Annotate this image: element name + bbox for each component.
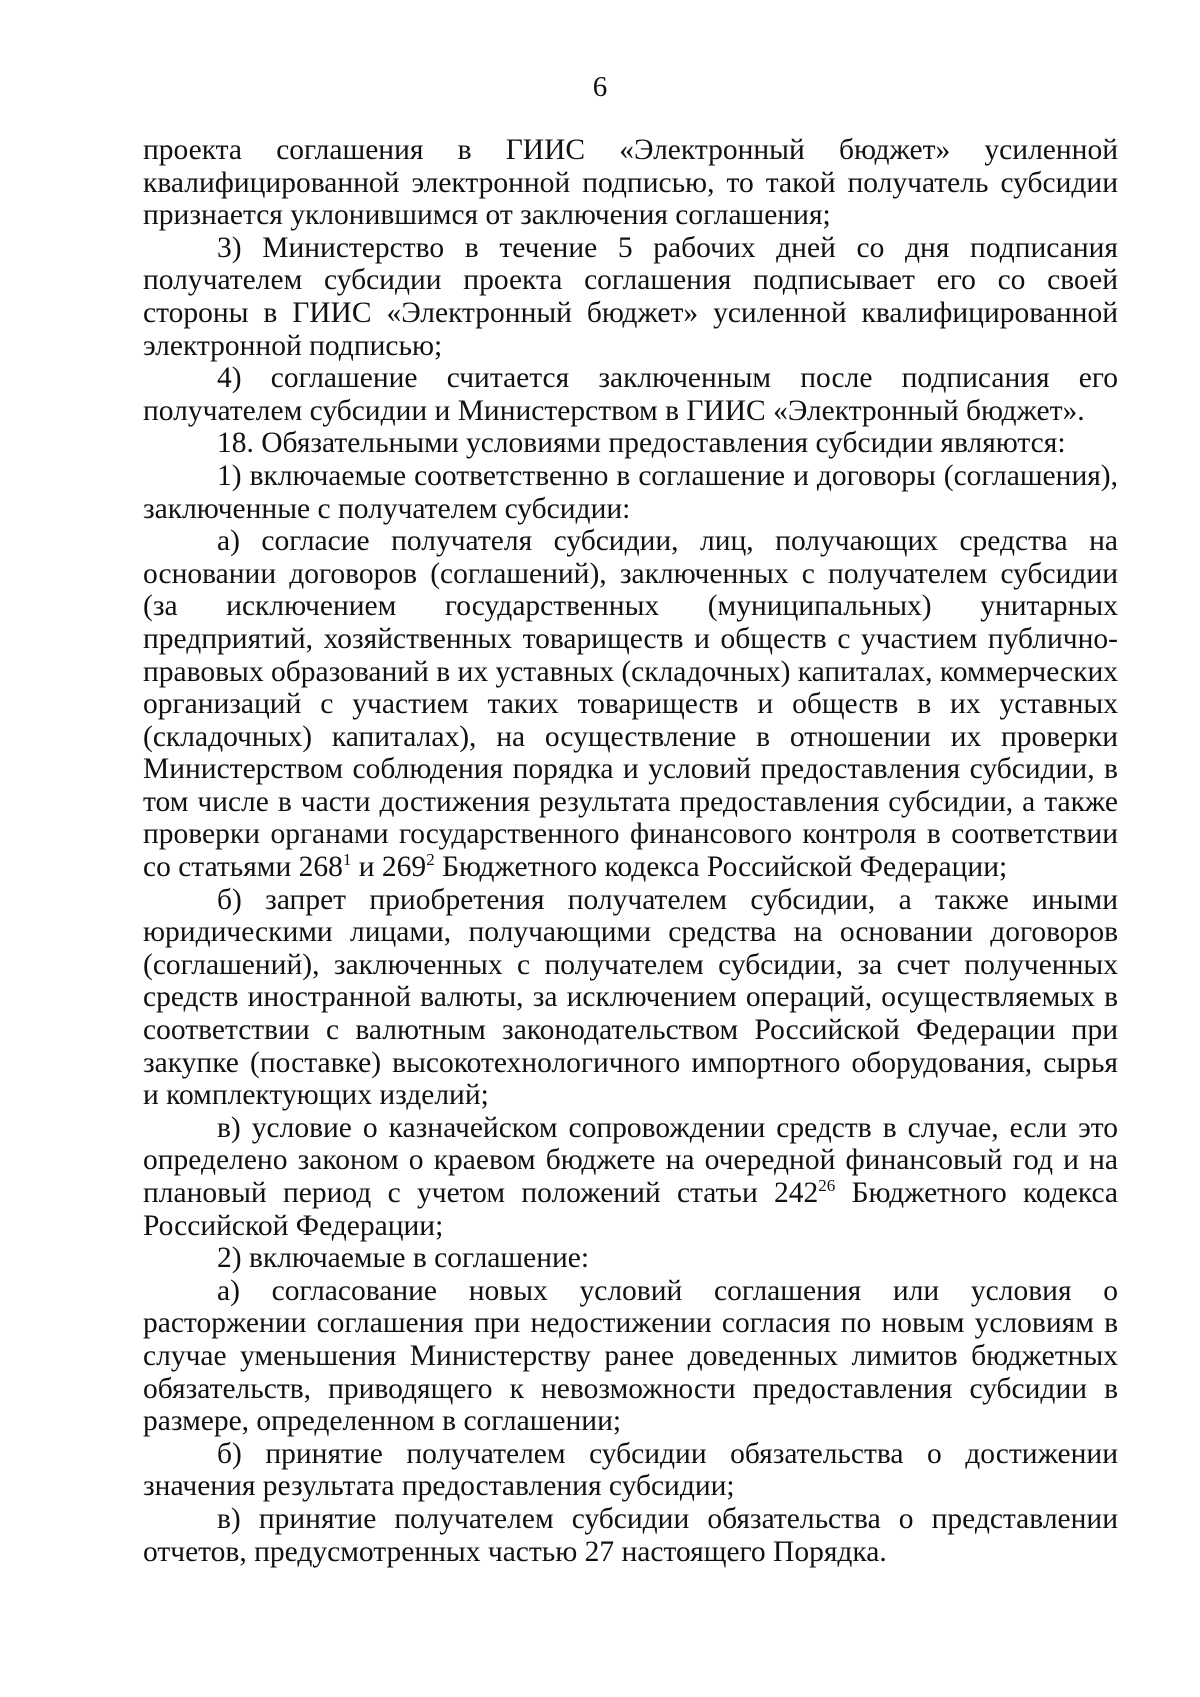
text-segment: 4) соглашение считается заключенным после подписания его получателем субсидии и Министерством в ГИИС «Электронный бюджет».: [143, 362, 1118, 427]
text-segment: Бюджетного кодекса Российской Федерации;: [143, 1177, 1118, 1242]
superscript: 1: [342, 850, 352, 870]
paragraph: [143, 1438, 1118, 1503]
text-segment: в) условие о казначейском сопровождении средств в случае, если это определено законом о краевом бюджете на очередной финансовый год и на плановый период с учетом положений статьи 242: [143, 1111, 1118, 1209]
text-segment: Бюджетного кодекса Российской Федерации;: [434, 851, 1008, 884]
text-segment: б) принятие получателем субсидии обязательства о достижении значения результата предоставления субсидии;: [143, 1437, 1118, 1503]
superscript: 26: [818, 1176, 836, 1195]
text-segment: 3) Министерство в течение 5 рабочих дней со дня подписания получателем субсидии проекта соглашения подписывает его со своей стороны в ГИИС «Электронный бюджет» усиленной квалифицированной электронной подписью;: [143, 231, 1118, 362]
text-segment: проекта соглашения в ГИИС «Электронный бюджет» усиленной квалифицированной электронной подписью, то такой получатель субсидии признается уклонившимся от заключения соглашения;: [143, 134, 1118, 232]
text-segment: в) принятие получателем субсидии обязательства о представлении отчетов, предусмотренных частью 27 настоящего Порядка.: [143, 1502, 1118, 1568]
paragraph: [143, 134, 1118, 232]
paragraph: [143, 232, 1118, 362]
document-body: [143, 134, 1118, 1568]
text-segment: 18. Обязательными условиями предоставления субсидии являются:: [217, 427, 1066, 460]
paragraph: [143, 460, 1118, 525]
paragraph: [143, 525, 1118, 884]
text-segment: а) согласие получателя субсидии, лиц, получающих средства на основании договоров (соглашений), заключенных с получателем субсидии (за исключением государственных (муниципальных) унитарных предприятий, хозяйственных товариществ и обществ с участием публично-правовых образований в их уставных (складочных) капиталах, коммерческих организаций с участием таких товариществ и обществ в их уставных (складочных) капиталах), на осуществление в отношении их проверки Министерством соблюдения порядка и условий предоставления субсидии, в том числе в части достижения результата предоставления субсидии, а также проверки органами государственного финансового контроля в соответствии со статьями 268: [143, 525, 1118, 884]
text-segment: 2) включаемые в соглашение:: [217, 1242, 590, 1275]
text-segment: 1) включаемые соответственно в соглашение и договоры (соглашения), заключенные с получателем субсидии:: [143, 459, 1118, 525]
superscript: 2: [426, 850, 435, 870]
paragraph: [143, 427, 1118, 460]
paragraph: [143, 1242, 1118, 1275]
paragraph: [143, 362, 1118, 427]
text-segment: и 269: [351, 851, 427, 884]
page-number: 6: [592, 71, 608, 103]
text-segment: б) запрет приобретения получателем субсидии, а также иными юридическими лицами, получающими средства на основании договоров (соглашений), заключенных с получателем субсидии, за счет полученных средств иностранной валюты, за исключением операций, осуществляемых в соответствии с валютным законодательством Российской Федерации при закупке (поставке) высокотехнологичного импортного оборудования, сырья и комплектующих изделий;: [143, 883, 1118, 1112]
paragraph: [143, 1503, 1118, 1568]
paragraph: [143, 884, 1118, 1112]
paragraph: [143, 1275, 1118, 1438]
text-segment: а) согласование новых условий соглашения или условия о расторжении соглашения при недостижении согласия по новым условиям в случае уменьшения Министерству ранее доведенных лимитов бюджетных обязательств, приводящего к невозможности предоставления субсидии в размере, определенном в соглашении;: [143, 1274, 1118, 1438]
paragraph: [143, 1112, 1118, 1242]
